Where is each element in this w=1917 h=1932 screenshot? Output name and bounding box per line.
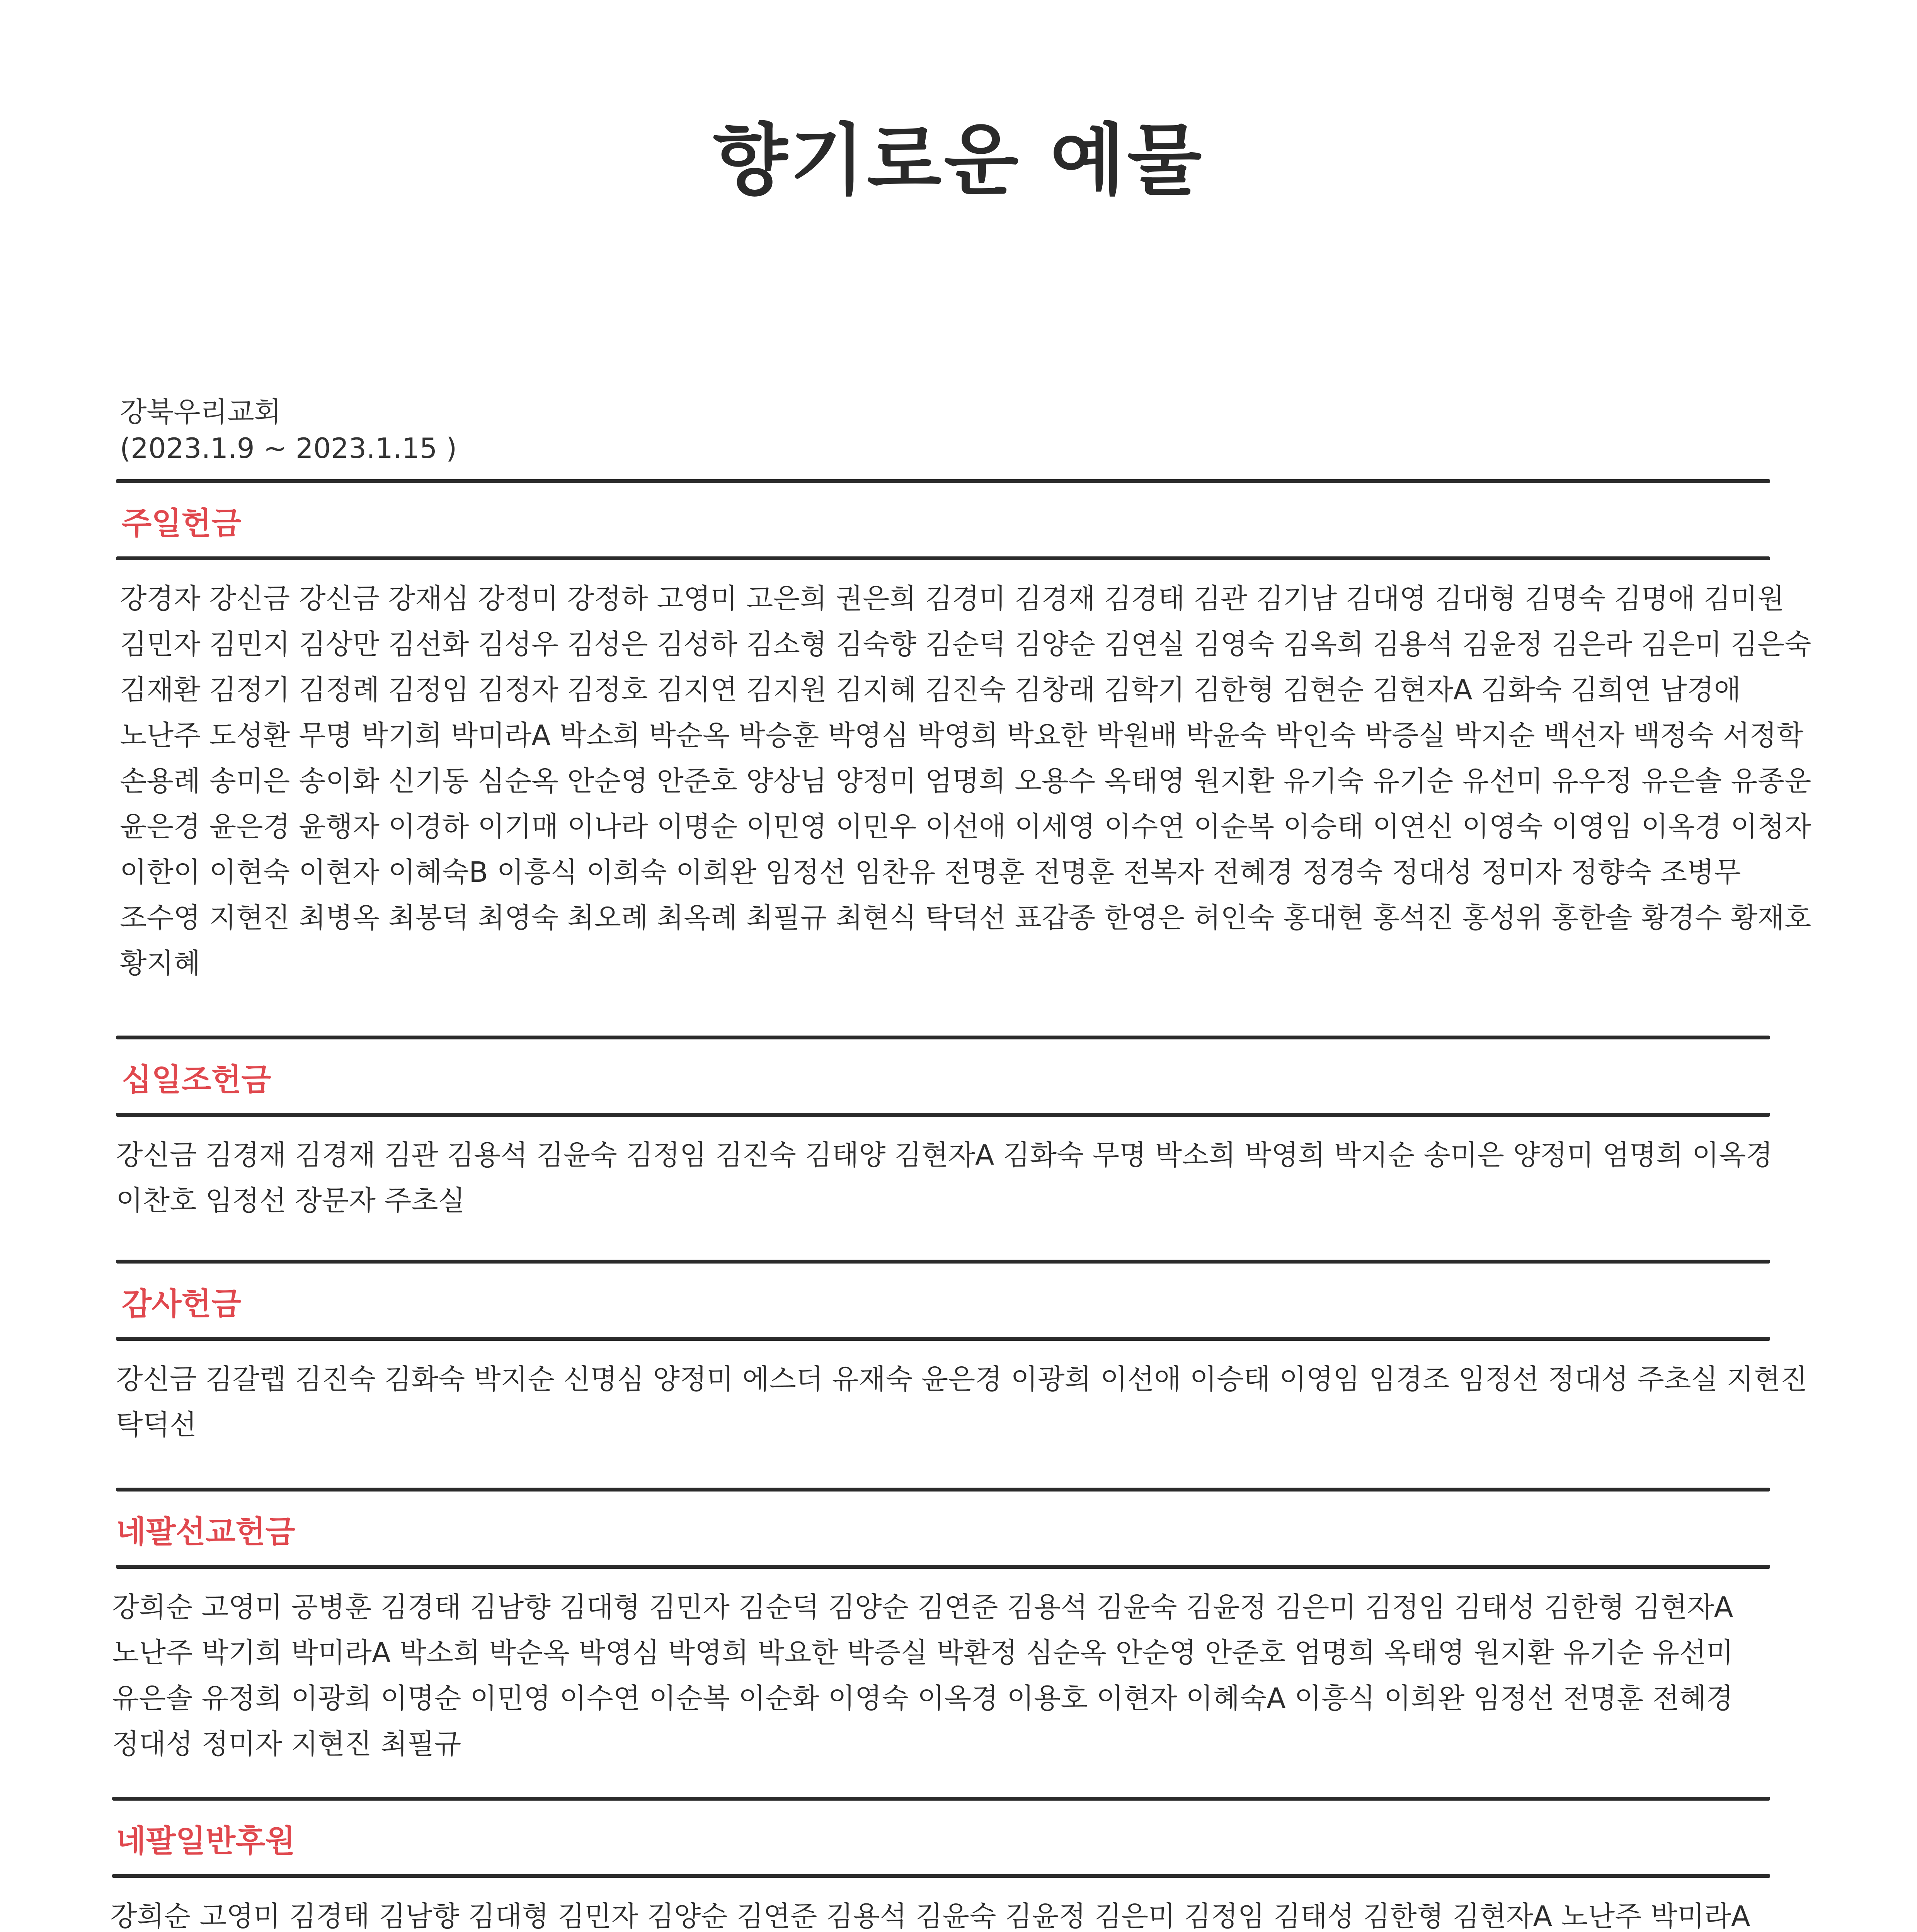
page-title: 향기로운 예물 [713, 116, 1204, 206]
section-divider [116, 479, 1770, 483]
section-divider [116, 1337, 1770, 1341]
section-divider [116, 1113, 1770, 1117]
section-heading-tithe: 십일조헌금 [122, 1062, 271, 1098]
church-period: (2023.1.9 ~ 2023.1.15 ) [120, 432, 457, 464]
section-names-sunday-offering: 강경자 강신금 강신금 강재심 강정미 강정하 고영미 고은희 권은희 김경미 김경재 김경태 김관 김기남 김대영 김대형 김명숙 김명애 김미원 김민자 김민지 김상만 김선화 김성우 김성은 김성하 김소형 김숙향 김순덕 김양순 김연실 김영숙 김옥희 김용석 김윤정 김은라 김은미 김은숙 김재환 김정기 김정례 김정임 김정자 김정호 김지연 김지원 김지혜 김진숙 김창래 김학기 김한형 김현순 김현자A 김화숙 김희연 남경애 노난주 도성환 무명 박기희 박미라A 박소희 박순옥 박승훈 박영심 박영희 박요한 박원배 박윤숙 박인숙 박증실 박지순 백선자 백정숙 서정학 손용례 송미은 송이화 신기동 심순옥 안순영 안준호 양상님 양정미 엄명희 오용수 옥태영 원지환 유기숙 유기순 유선미 유우정 유은솔 유종운 윤은경 윤은경 윤행자 이경하 이기매 이나라 이명순 이민영 이민우 이선애 이세영 이수연 이순복 이승태 이연신 이영숙 이영임 이옥경 이청자 이한이 이현숙 이현자 이혜숙B 이흥식 이희숙 이희완 임정선 임찬유 전명훈 전명훈 전복자 전혜경 정경숙 정대성 정미자 정향숙 조병무 조수영 지현진 최병옥 최봉덕 최영숙 최오례 최옥례 최필규 최현식 탁덕선 표갑종 한영은 허인숙 홍대현 홍석진 홍성위 홍한솔 황경수 황재호 황지혜 [120, 582, 1811, 980]
section-divider [112, 1874, 1770, 1878]
section-names-thanksgiving: 강신금 김갈렙 김진숙 김화숙 박지순 신명심 양정미 에스더 유재숙 윤은경 이광희 이선애 이승태 이영임 임경조 임정선 정대성 주초실 지현진 탁덕선 [116, 1363, 1808, 1441]
section-names-nepal-mission: 강희순 고영미 공병훈 김경태 김남향 김대형 김민자 김순덕 김양순 김연준 김용석 김윤숙 김윤정 김은미 김정임 김태성 김한형 김현자A 노난주 박기희 박미라A 박소희 박순옥 박영심 박영희 박요한 박증실 박환정 심순옥 안순영 안준호 엄명희 옥태영 원지환 유기순 유선미 유은솔 유정희 이광희 이명순 이민영 이수연 이순복 이순화 이영숙 이옥경 이용호 이현자 이혜숙A 이흥식 이희완 임정선 전명훈 전혜경 정대성 정미자 지현진 최필규 [112, 1591, 1733, 1760]
section-divider [112, 1797, 1770, 1801]
section-heading-sunday-offering: 주일헌금 [122, 505, 242, 541]
church-info [120, 394, 457, 466]
section-names-tithe: 강신금 김경재 김경재 김관 김용석 김윤숙 김정임 김진숙 김태양 김현자A 김화숙 무명 박소희 박영희 박지순 송미은 양정미 엄명희 이옥경 이찬호 임정선 장문자 주초실 [116, 1139, 1773, 1217]
section-divider [116, 1488, 1770, 1492]
section-divider [116, 1036, 1770, 1039]
section-divider [116, 556, 1770, 560]
church-name: 강북우리교회 [120, 396, 281, 428]
section-heading-nepal-support: 네팔일반후원 [116, 1823, 295, 1859]
section-heading-nepal-mission: 네팔선교헌금 [116, 1514, 295, 1550]
section-names-nepal-support: 강희순 고영미 김경태 김남향 김대형 김민자 김양순 김연준 김용석 김윤숙 김윤정 김은미 김정임 김태성 김한형 김현자A 노난주 박미라A [110, 1900, 1750, 1932]
section-divider [116, 1260, 1770, 1264]
section-divider [116, 1565, 1770, 1569]
section-heading-thanksgiving: 감사헌금 [122, 1286, 242, 1322]
